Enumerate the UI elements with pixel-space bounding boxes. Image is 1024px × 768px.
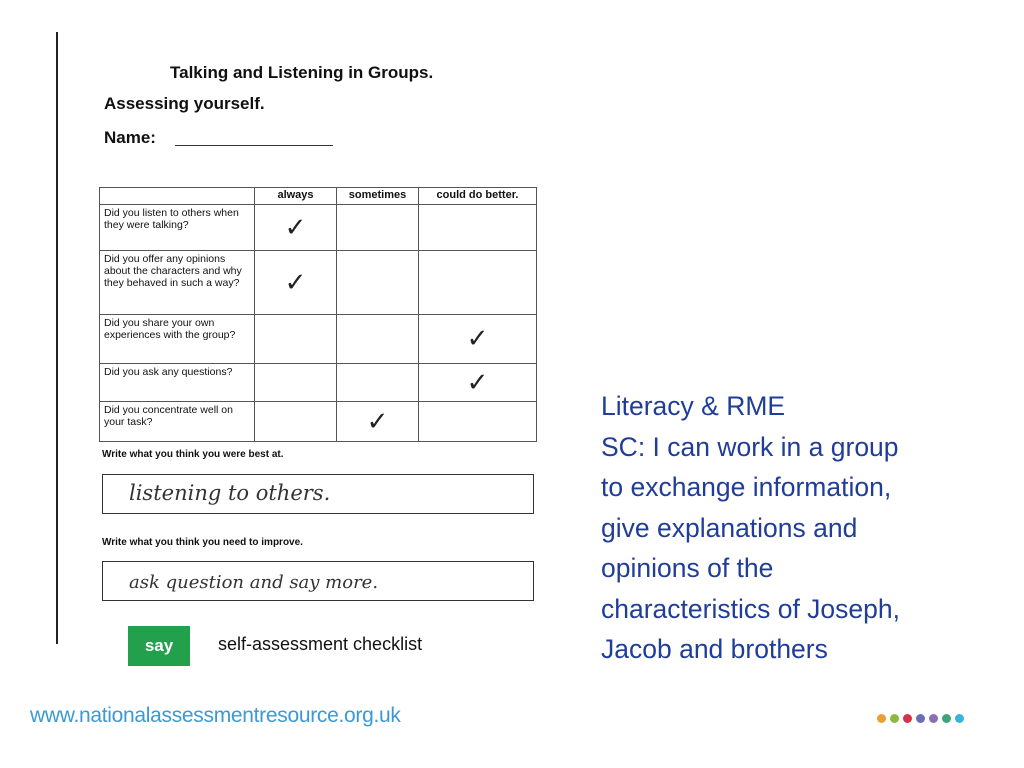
footer-dot bbox=[942, 714, 951, 723]
side-text-line: characteristics of Joseph, bbox=[601, 593, 900, 624]
tick-cell bbox=[419, 364, 537, 402]
tick-cell bbox=[419, 205, 537, 251]
footer-dot bbox=[955, 714, 964, 723]
tick-cell bbox=[337, 205, 419, 251]
table-row bbox=[100, 205, 537, 251]
tick-cell bbox=[255, 315, 337, 364]
footer-dot bbox=[890, 714, 899, 723]
tick-cell bbox=[419, 402, 537, 442]
worksheet-title: Talking and Listening in Groups. bbox=[170, 63, 434, 82]
column-header: could do better. bbox=[419, 188, 537, 205]
table-row bbox=[100, 315, 537, 364]
say-badge: say bbox=[128, 626, 190, 666]
tick-cell bbox=[255, 251, 337, 315]
tick-cell bbox=[255, 364, 337, 402]
best-answer: listening to others. bbox=[129, 481, 331, 505]
table-header-row bbox=[100, 188, 537, 205]
question-cell: Did you ask any questions? bbox=[100, 364, 255, 402]
question-cell: Did you offer any opinions about the characters and why they behaved in such a way? bbox=[100, 251, 255, 315]
caption: self-assessment checklist bbox=[218, 634, 423, 654]
side-text-line: Jacob and brothers bbox=[601, 634, 828, 664]
improve-prompt: Write what you think you need to improve. bbox=[102, 537, 303, 548]
check-mark-icon: ✓ bbox=[466, 324, 489, 354]
side-text-line: opinions of the bbox=[601, 553, 774, 583]
check-mark-icon: ✓ bbox=[284, 267, 307, 298]
tick-cell bbox=[337, 251, 419, 315]
footer-dot bbox=[903, 714, 912, 723]
column-header: sometimes bbox=[337, 188, 419, 205]
footer-dot bbox=[916, 714, 925, 723]
question-cell: Did you share your own experiences with the group? bbox=[100, 315, 255, 364]
name-line bbox=[175, 145, 333, 146]
scan-edge bbox=[56, 32, 58, 644]
footer-dots bbox=[877, 714, 964, 723]
tick-cell bbox=[337, 315, 419, 364]
side-text-line: SC: I can work in a group bbox=[601, 431, 899, 462]
check-mark-icon: ✓ bbox=[284, 212, 307, 243]
column-header: always bbox=[255, 188, 337, 205]
worksheet-scan bbox=[56, 30, 566, 650]
best-prompt: Write what you think you were best at. bbox=[102, 449, 284, 460]
tick-cell bbox=[419, 251, 537, 315]
check-mark-icon: ✓ bbox=[466, 367, 489, 398]
table-row bbox=[100, 364, 537, 402]
checklist-table bbox=[99, 187, 537, 442]
improve-answer-box bbox=[102, 561, 534, 601]
table-row bbox=[100, 251, 537, 315]
tick-cell bbox=[419, 315, 537, 364]
success-criteria-text bbox=[601, 386, 1001, 670]
table-header-empty bbox=[100, 188, 255, 205]
footer-url[interactable]: www.nationalassessmentresource.org.uk bbox=[30, 704, 401, 727]
improve-answer: ask question and say more. bbox=[129, 572, 379, 593]
question-cell: Did you concentrate well on your task? bbox=[100, 402, 255, 442]
check-mark-icon: ✓ bbox=[366, 406, 389, 437]
side-text-line: give explanations and bbox=[601, 512, 858, 543]
footer-dot bbox=[877, 714, 886, 723]
tick-cell bbox=[337, 364, 419, 402]
worksheet-subtitle: Assessing yourself. bbox=[104, 94, 265, 113]
tick-cell bbox=[255, 402, 337, 442]
question-cell: Did you listen to others when they were talking? bbox=[100, 205, 255, 251]
name-label: Name: bbox=[104, 128, 156, 147]
side-text-line: Literacy & RME bbox=[601, 391, 786, 421]
best-answer-box bbox=[102, 474, 534, 514]
tick-cell bbox=[255, 205, 337, 251]
tick-cell bbox=[337, 402, 419, 442]
side-text-line: to exchange information, bbox=[601, 472, 892, 502]
footer-dot bbox=[929, 714, 938, 723]
table-row bbox=[100, 402, 537, 442]
